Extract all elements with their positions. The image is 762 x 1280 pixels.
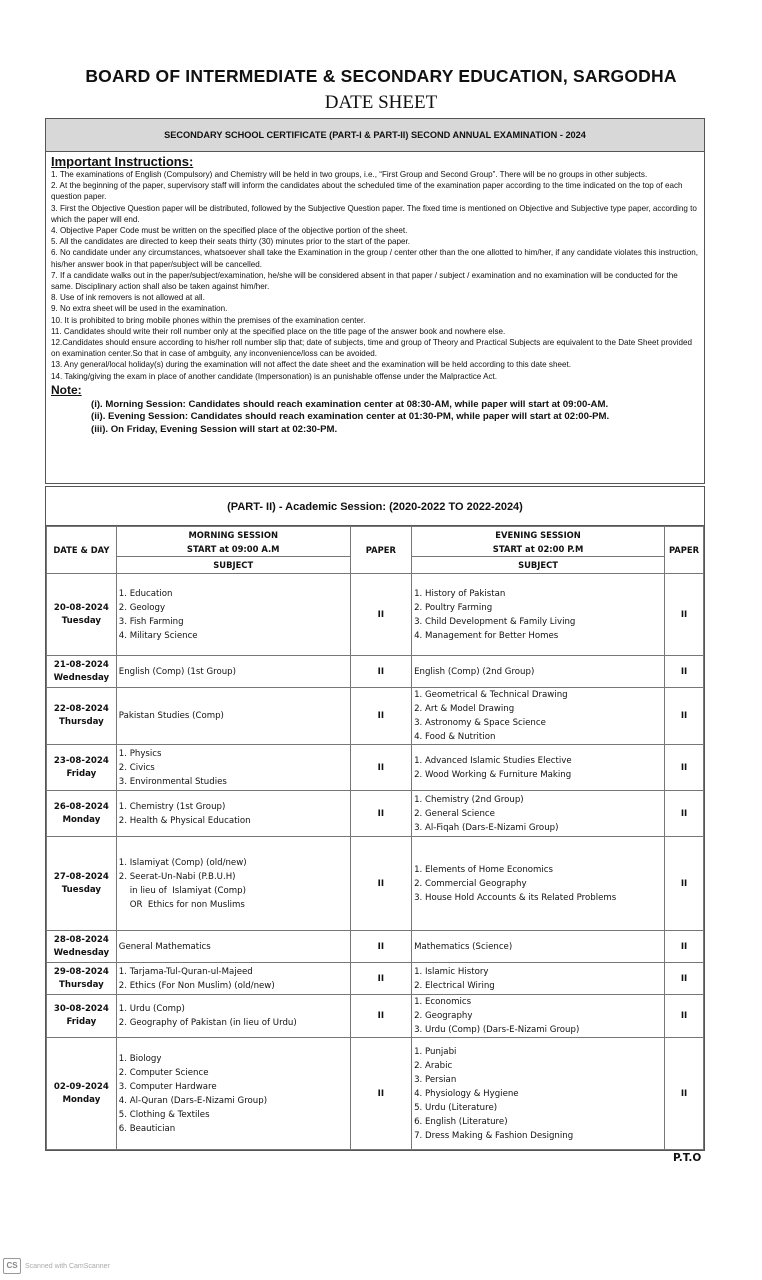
morning-subject: 5. Clothing & Textiles bbox=[118, 1109, 210, 1120]
header-morning-session bbox=[116, 527, 350, 557]
morning-subjects-cell bbox=[116, 688, 350, 745]
exam-day: Wednesday bbox=[53, 947, 110, 958]
scanner-text: Scanned with CamScanner bbox=[25, 1262, 110, 1270]
exam-day: Tuesday bbox=[61, 884, 102, 895]
morning-subject: General Mathematics bbox=[118, 941, 211, 952]
morning-subject: 4. Military Science bbox=[118, 630, 198, 641]
morning-subjects-cell bbox=[116, 656, 350, 688]
evening-subject: 2. Commercial Geography bbox=[414, 878, 527, 889]
evening-subject: 5. Urdu (Literature) bbox=[414, 1102, 498, 1113]
evening-subjects-cell bbox=[412, 837, 665, 931]
date-sheet-title: DATE SHEET bbox=[324, 92, 438, 113]
morning-subject: 3. Fish Farming bbox=[118, 616, 184, 627]
morning-subject: 2. Geography of Pakistan (in lieu of Urdu) bbox=[118, 1018, 297, 1028]
evening-paper-cell: II bbox=[665, 656, 704, 688]
morning-subject: 1. Chemistry (1st Group) bbox=[118, 801, 226, 812]
morning-subject: 2. Seerat-Un-Nabi (P.B.U.H) bbox=[118, 871, 236, 882]
evening-subjects-cell bbox=[412, 931, 665, 963]
header-morning-title: MORNING SESSION bbox=[188, 529, 278, 540]
instruction-item: 12.Candidates should ensure according to his/her roll number slip that; date of subjects, time and group of Theory and Practical Subjects are equivalent to the Date Sheet provided on examination center.So that in case of ambguity, any inconvenience/loss can be avoided. bbox=[51, 338, 692, 359]
evening-paper-cell: II bbox=[665, 963, 704, 995]
morning-subject: English (Comp) (1st Group) bbox=[118, 666, 236, 677]
board-title: BOARD OF INTERMEDIATE & SECONDARY EDUCATION, SARGODHA bbox=[85, 66, 677, 86]
date-day-cell bbox=[47, 995, 117, 1038]
morning-subject: 1. Education bbox=[118, 588, 173, 599]
evening-subject: 3. Urdu (Comp) (Dars-E-Nizami Group) bbox=[414, 1025, 580, 1035]
morning-paper-cell: II bbox=[350, 791, 411, 837]
evening-subject: English (Comp) (2nd Group) bbox=[414, 666, 535, 677]
schedule-row bbox=[47, 1038, 704, 1150]
morning-paper-cell: II bbox=[350, 963, 411, 995]
instruction-item: 2. At the beginning of the paper, supervisory staff will inform the candidates about the scheduled time of the examination paper according to the time indicated on the top of each question paper. bbox=[51, 181, 683, 202]
morning-subject: 1. Urdu (Comp) bbox=[118, 1004, 185, 1014]
evening-subject: 2. Wood Working & Furniture Making bbox=[414, 769, 572, 780]
evening-subjects-cell bbox=[412, 574, 665, 656]
evening-subjects-cell bbox=[412, 963, 665, 995]
header-evening-start: START at 02:00 P.M bbox=[492, 543, 584, 554]
exam-title: SECONDARY SCHOOL CERTIFICATE (PART-I & PART-II) SECOND ANNUAL EXAMINATION - 2024 bbox=[46, 119, 704, 152]
header-evening-subject: SUBJECT bbox=[412, 557, 665, 574]
morning-paper-cell: II bbox=[350, 656, 411, 688]
evening-paper-cell: II bbox=[665, 837, 704, 931]
schedule-row bbox=[47, 574, 704, 656]
schedule-box bbox=[45, 486, 705, 1151]
note-item: (ii). Evening Session: Candidates should reach examination center at 01:30-PM, while paper will start at 02:00-PM. bbox=[91, 411, 610, 423]
morning-subject: 2. Geology bbox=[118, 602, 166, 613]
exam-date: 23-08-2024 bbox=[53, 755, 109, 766]
header-morning-start: START at 09:00 A.M bbox=[186, 543, 280, 554]
morning-subject: 3. Environmental Studies bbox=[118, 776, 227, 787]
morning-subject: 2. Health & Physical Education bbox=[118, 815, 251, 826]
morning-paper-cell: II bbox=[350, 1038, 411, 1150]
date-day-cell bbox=[47, 688, 117, 745]
morning-subject: 1. Physics bbox=[118, 748, 162, 759]
schedule-row bbox=[47, 931, 704, 963]
instructions-heading: Important Instructions: bbox=[51, 154, 194, 169]
evening-subject: 1. Economics bbox=[414, 997, 472, 1007]
date-day-cell bbox=[47, 963, 117, 995]
morning-paper-cell: II bbox=[350, 574, 411, 656]
exam-day: Friday bbox=[66, 1017, 97, 1027]
morning-subject: 1. Tarjama-Tul-Quran-ul-Majeed bbox=[118, 966, 253, 977]
evening-subject: 1. Chemistry (2nd Group) bbox=[414, 794, 524, 805]
evening-subjects-cell bbox=[412, 791, 665, 837]
header-morning-subject: SUBJECT bbox=[116, 557, 350, 574]
morning-subject: 2. Ethics (For Non Muslim) (old/new) bbox=[118, 980, 275, 991]
morning-subjects-cell bbox=[116, 931, 350, 963]
note-item: (iii). On Friday, Evening Session will start at 02:30-PM. bbox=[91, 424, 338, 436]
morning-subjects-cell bbox=[116, 837, 350, 931]
schedule-row bbox=[47, 745, 704, 791]
evening-subject: 1. Geometrical & Technical Drawing bbox=[414, 690, 568, 700]
evening-subject: 4. Management for Better Homes bbox=[414, 630, 559, 641]
evening-subject: 3. Persian bbox=[414, 1074, 457, 1085]
date-day-cell bbox=[47, 1038, 117, 1150]
evening-subject: 1. History of Pakistan bbox=[414, 588, 506, 599]
evening-paper-cell: II bbox=[665, 995, 704, 1038]
instructions-list bbox=[51, 169, 698, 382]
schedule-table bbox=[46, 526, 704, 1150]
evening-subject: 4. Food & Nutrition bbox=[414, 732, 496, 742]
exam-date: 28-08-2024 bbox=[53, 934, 109, 945]
morning-subject: 4. Al-Quran (Dars-E-Nizami Group) bbox=[118, 1095, 268, 1106]
schedule-row bbox=[47, 656, 704, 688]
exam-day: Friday bbox=[66, 768, 97, 779]
instruction-item: 6. No candidate under any circumstances, whatsoever shall take the Examination in the group / center other than the one allotted to him/her, if any candidate violates this instruction, his/her answer book in that paper/subject will be cancelled. bbox=[51, 248, 698, 269]
schedule-title: (PART- II) - Academic Session: (2020-2022 TO 2022-2024) bbox=[46, 487, 704, 526]
evening-subject: 3. Astronomy & Space Science bbox=[414, 718, 546, 728]
exam-day: Wednesday bbox=[53, 672, 110, 683]
evening-subject: 1. Punjabi bbox=[414, 1046, 457, 1057]
header-morning-paper: PAPER bbox=[350, 527, 411, 574]
pto-label: P.T.O bbox=[673, 1152, 702, 1164]
evening-subject: 2. Poultry Farming bbox=[414, 602, 493, 613]
morning-subject: 1. Biology bbox=[118, 1053, 162, 1064]
header-evening-paper: PAPER bbox=[665, 527, 704, 574]
exam-date: 30-08-2024 bbox=[53, 1004, 109, 1014]
scanner-watermark bbox=[3, 1258, 110, 1274]
evening-subject: 2. Arabic bbox=[414, 1060, 453, 1071]
evening-subject: 2. General Science bbox=[414, 808, 495, 819]
evening-subject: 6. English (Literature) bbox=[414, 1116, 508, 1127]
note-list bbox=[51, 399, 698, 437]
morning-subject: 2. Civics bbox=[118, 762, 155, 773]
evening-paper-cell: II bbox=[665, 688, 704, 745]
header-evening-session bbox=[412, 527, 665, 557]
instruction-item: 14. Taking/giving the exam in place of another candidate (Impersonation) is an punishable offense under the Malpractice Act. bbox=[51, 371, 498, 381]
evening-subject: 1. Advanced Islamic Studies Elective bbox=[414, 755, 572, 766]
schedule-row bbox=[47, 963, 704, 995]
morning-subject: Pakistan Studies (Comp) bbox=[118, 711, 224, 721]
date-day-cell bbox=[47, 791, 117, 837]
morning-paper-cell: II bbox=[350, 995, 411, 1038]
exam-day: Tuesday bbox=[61, 615, 102, 626]
evening-subjects-cell bbox=[412, 1038, 665, 1150]
schedule-body bbox=[47, 574, 704, 1150]
evening-subject: 1. Islamic History bbox=[414, 966, 489, 977]
instruction-item: 3. First the Objective Question paper will be distributed, followed by the Subjective Question paper. The fixed time is mentioned on Objective and Subjective type paper, according to which the paper will end. bbox=[51, 203, 697, 224]
instruction-item: 4. Objective Paper Code must be written on the specified place of the objective portion of the sheet. bbox=[51, 226, 408, 236]
evening-subject: 2. Art & Model Drawing bbox=[414, 704, 515, 714]
header-date-day: DATE & DAY bbox=[47, 527, 117, 574]
morning-subject: 2. Computer Science bbox=[118, 1067, 209, 1078]
instruction-item: 5. All the candidates are directed to keep their seats thirty (30) minutes prior to the start of the paper. bbox=[51, 237, 411, 247]
instructions-body bbox=[46, 152, 704, 437]
evening-subject: 3. Al-Fiqah (Dars-E-Nizami Group) bbox=[414, 822, 559, 833]
evening-subjects-cell bbox=[412, 656, 665, 688]
evening-subjects-cell bbox=[412, 995, 665, 1038]
date-day-cell bbox=[47, 931, 117, 963]
exam-day: Thursday bbox=[59, 717, 104, 727]
evening-subject: 7. Dress Making & Fashion Designing bbox=[414, 1130, 574, 1141]
schedule-row bbox=[47, 791, 704, 837]
morning-subjects-cell bbox=[116, 1038, 350, 1150]
morning-subjects-cell bbox=[116, 574, 350, 656]
exam-date: 27-08-2024 bbox=[53, 871, 109, 882]
evening-paper-cell: II bbox=[665, 1038, 704, 1150]
instruction-item: 7. If a candidate walks out in the paper/subject/examination, he/she will be considered absent in that paper / subject / examination and no examination will be conducted for the same. Disciplinary action shall also be taken against him/her. bbox=[51, 270, 678, 292]
date-day-cell bbox=[47, 745, 117, 791]
schedule-row bbox=[47, 995, 704, 1038]
evening-paper-cell: II bbox=[665, 745, 704, 791]
date-day-cell bbox=[47, 574, 117, 656]
evening-paper-cell: II bbox=[665, 791, 704, 837]
exam-day: Thursday bbox=[59, 979, 104, 990]
morning-paper-cell: II bbox=[350, 931, 411, 963]
morning-subject: 3. Computer Hardware bbox=[118, 1081, 217, 1092]
instruction-item: 11. Candidates should write their roll number only at the specified place on the title page of the answer book and nowhere else. bbox=[51, 326, 506, 336]
morning-paper-cell: II bbox=[350, 837, 411, 931]
evening-subject: 3. House Hold Accounts & its Related Problems bbox=[414, 892, 617, 903]
exam-date: 21-08-2024 bbox=[53, 659, 109, 670]
morning-subjects-cell bbox=[116, 745, 350, 791]
exam-date: 22-08-2024 bbox=[53, 704, 109, 714]
morning-subject: 6. Beautician bbox=[118, 1123, 176, 1134]
schedule-row bbox=[47, 688, 704, 745]
evening-subject: 3. Child Development & Family Living bbox=[414, 616, 576, 627]
camscanner-logo-icon: CS bbox=[3, 1258, 21, 1274]
exam-date: 29-08-2024 bbox=[53, 966, 109, 977]
morning-subject: in lieu of Islamiyat (Comp) bbox=[118, 885, 246, 896]
instruction-item: 8. Use of ink removers is not allowed at all. bbox=[51, 293, 205, 303]
header-evening-title: EVENING SESSION bbox=[495, 529, 581, 540]
evening-subject: 2. Geography bbox=[414, 1011, 473, 1021]
note-item: (i). Morning Session: Candidates should reach examination center at 08:30-AM, while paper will start at 09:00-AM. bbox=[91, 398, 609, 410]
morning-subject: OR Ethics for non Muslims bbox=[118, 899, 245, 910]
instruction-item: 10. It is prohibited to bring mobile phones within the premises of the examination center. bbox=[51, 315, 366, 325]
evening-subjects-cell bbox=[412, 745, 665, 791]
note-heading: Note: bbox=[51, 382, 82, 397]
exam-date: 02-09-2024 bbox=[53, 1081, 109, 1092]
date-day-cell bbox=[47, 656, 117, 688]
evening-subject: 2. Electrical Wiring bbox=[414, 980, 495, 991]
evening-subject: 4. Physiology & Hygiene bbox=[414, 1088, 519, 1099]
instruction-item: 9. No extra sheet will be used in the examination. bbox=[51, 304, 228, 314]
evening-paper-cell: II bbox=[665, 574, 704, 656]
instruction-item: 13. Any general/local holiday(s) during the examination will not affect the date sheet and the examination will be held according to this date sheet. bbox=[51, 360, 571, 370]
evening-subject: Mathematics (Science) bbox=[414, 941, 513, 952]
exam-day: Monday bbox=[62, 814, 101, 825]
morning-subjects-cell bbox=[116, 995, 350, 1038]
exam-day: Monday bbox=[62, 1094, 101, 1105]
morning-subjects-cell bbox=[116, 791, 350, 837]
evening-subject: 1. Elements of Home Economics bbox=[414, 864, 553, 875]
evening-paper-cell: II bbox=[665, 931, 704, 963]
evening-subjects-cell bbox=[412, 688, 665, 745]
instructions-box bbox=[45, 118, 705, 484]
morning-paper-cell: II bbox=[350, 688, 411, 745]
schedule-row bbox=[47, 837, 704, 931]
instruction-item: 1. The examinations of English (Compulsory) and Chemistry will be held in two groups, i.e., “First Group and Second Group”. There will be no groups in other subjects. bbox=[51, 170, 648, 179]
exam-date: 20-08-2024 bbox=[53, 602, 109, 613]
morning-subjects-cell bbox=[116, 963, 350, 995]
date-day-cell bbox=[47, 837, 117, 931]
morning-paper-cell: II bbox=[350, 745, 411, 791]
exam-date: 26-08-2024 bbox=[53, 801, 109, 812]
morning-subject: 1. Islamiyat (Comp) (old/new) bbox=[118, 857, 247, 868]
